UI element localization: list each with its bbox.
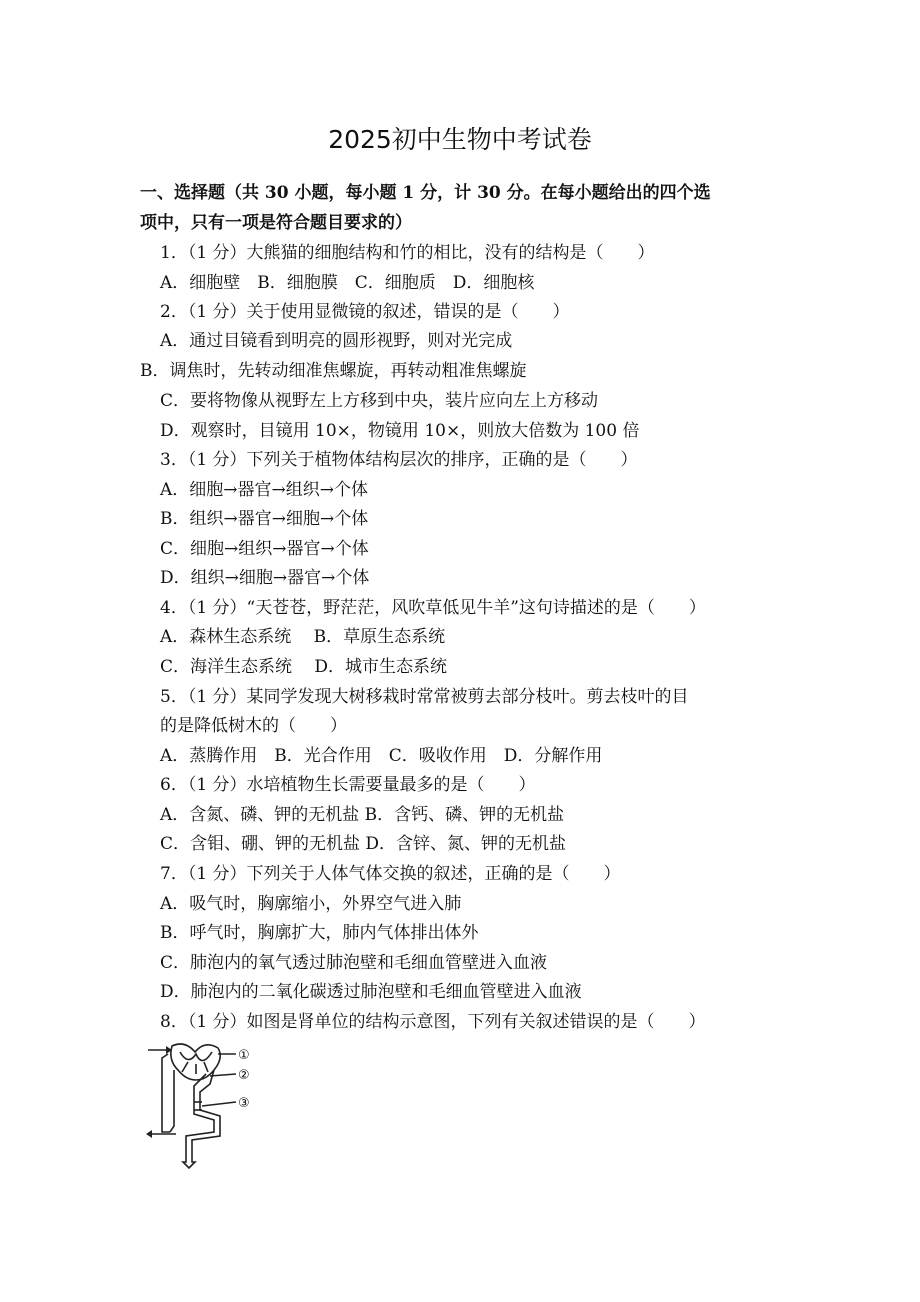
question-2: 2．（1 分）关于使用显微镜的叙述，错误的是（ ） [160, 302, 570, 322]
glomerulus [180, 1052, 212, 1061]
section-heading-line-2: 项中，只有一项是符合题目要求的） [140, 213, 412, 233]
question-1-options: A．细胞壁 B．细胞膜 C．细胞质 D．细胞核 [160, 273, 535, 293]
question-7: 7．（1 分）下列关于人体气体交换的叙述，正确的是（ ） [160, 864, 621, 884]
renal-tubule-inner [186, 1074, 214, 1154]
question-6: 6．（1 分）水培植物生长需要量最多的是（ ） [160, 775, 536, 795]
outflow-arrowhead [146, 1130, 152, 1138]
filtration-arrow-3 [204, 1062, 208, 1072]
question-5-line-2: 的是降低树木的（ ） [160, 716, 347, 736]
question-6-options-cd: C．含钼、硼、钾的无机盐 D．含锌、氮、钾的无机盐 [160, 834, 567, 854]
question-7-option-b: B．呼气时，胸廓扩大，肺内气体排出体外 [160, 923, 479, 943]
question-8: 8．（1 分）如图是肾单位的结构示意图，下列有关叙述错误的是（ ） [160, 1012, 706, 1032]
question-5-options: A．蒸腾作用 B．光合作用 C．吸收作用 D．分解作用 [160, 746, 603, 766]
urine-outflow-arrow [183, 1154, 195, 1168]
question-3-option-a: A．细胞→器官→组织→个体 [160, 480, 369, 500]
diagram-label-3: ③ [238, 1096, 250, 1111]
question-3: 3．（1 分）下列关于植物体结构层次的排序，正确的是（ ） [160, 450, 638, 470]
collecting-vessel-left [162, 1054, 170, 1132]
question-6-options-ab: A．含氮、磷、钾的无机盐 B．含钙、磷、钾的无机盐 [160, 805, 565, 825]
question-2-option-a: A．通过目镜看到明亮的圆形视野，则对光完成 [160, 331, 513, 351]
question-5-line-1: 5．（1 分）某同学发现大树移栽时常常被剪去部分枝叶。剪去枝叶的目 [160, 687, 689, 707]
question-2-option-b: B．调焦时，先转动细准焦螺旋，再转动粗准焦螺旋 [140, 361, 527, 381]
leader-line-2 [210, 1074, 236, 1076]
question-4-options-cd: C．海洋生态系统 D．城市生态系统 [160, 657, 448, 677]
renal-tubule [192, 1070, 220, 1154]
nephron-diagram [140, 1040, 270, 1170]
tubule-inner-left [170, 1070, 174, 1132]
leader-line-3 [202, 1102, 236, 1106]
diagram-label-1: ① [238, 1048, 250, 1063]
question-7-option-c: C．肺泡内的氧气透过肺泡壁和毛细血管壁进入血液 [160, 953, 548, 973]
question-4-options-ab: A．森林生态系统 B．草原生态系统 [160, 627, 446, 647]
diagram-label-2: ② [238, 1068, 250, 1083]
page-title: 2025初中生物中考试卷 [328, 125, 592, 154]
question-3-option-c: C．细胞→组织→器官→个体 [160, 539, 369, 559]
section-heading-line-1: 一、选择题（共 30 小题，每小题 1 分，计 30 分。在每小题给出的四个选 [140, 183, 711, 203]
question-3-option-d: D．组织→细胞→器官→个体 [160, 568, 370, 588]
question-2-option-d: D．观察时，目镜用 10×，物镜用 10×，则放大倍数为 100 倍 [160, 421, 640, 441]
filtration-arrow-1 [182, 1062, 188, 1072]
question-7-option-a: A．吸气时，胸廓缩小，外界空气进入肺 [160, 894, 462, 914]
question-4: 4．（1 分）“天苍苍，野茫茫，风吹草低见牛羊”这句诗描述的是（ ） [160, 598, 706, 618]
question-1: 1．（1 分）大熊猫的细胞结构和竹的相比，没有的结构是（ ） [160, 243, 655, 263]
question-2-option-c: C．要将物像从视野左上方移到中央，装片应向左上方移动 [160, 391, 599, 411]
question-7-option-d: D．肺泡内的二氧化碳透过肺泡壁和毛细血管壁进入血液 [160, 982, 582, 1002]
question-3-option-b: B．组织→器官→细胞→个体 [160, 509, 369, 529]
